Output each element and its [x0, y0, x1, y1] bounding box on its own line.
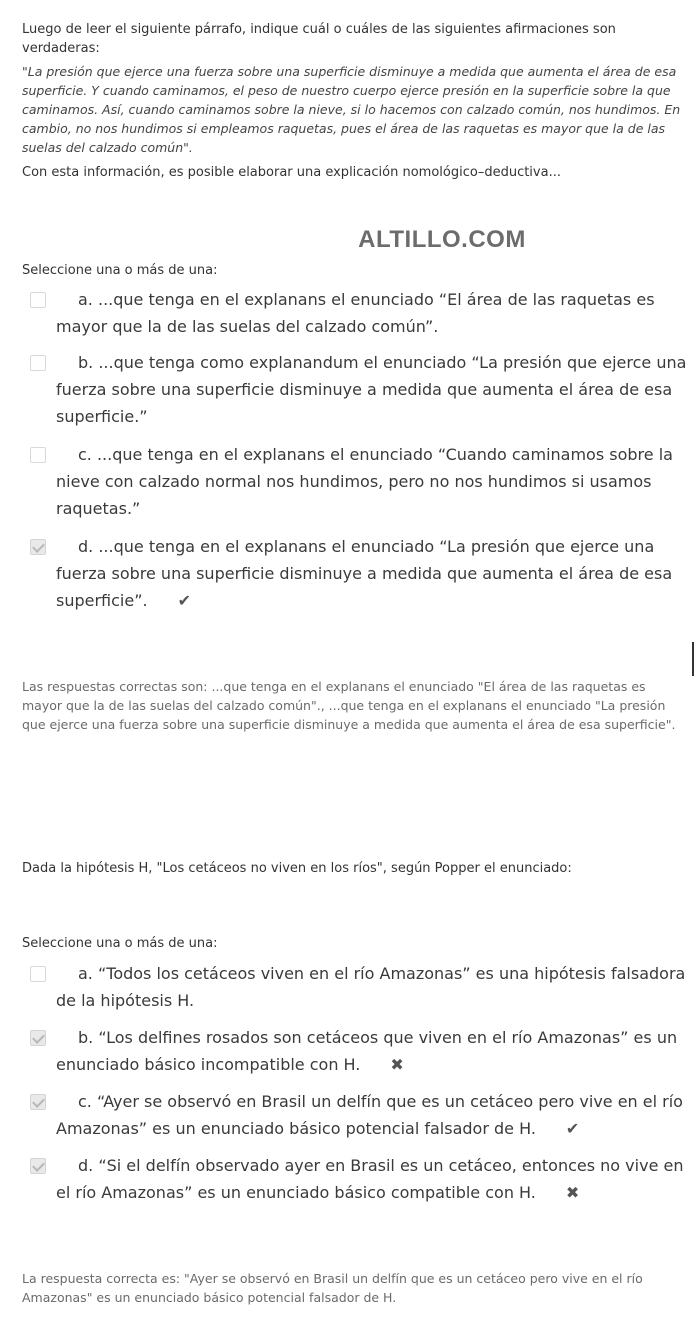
q1-option-d-text: d. ...que tenga en el explanans el enunciado “La presión que ejerce una fuerza sobre una superficie disminuye a medida que aumenta el área de esa superficie”. — [56, 537, 673, 610]
q2-option-b[interactable] — [30, 1024, 688, 1078]
q2-option-a-checkbox[interactable] — [30, 966, 46, 982]
q1-option-d-checkbox[interactable] — [30, 539, 46, 555]
q2-option-c[interactable] — [30, 1088, 688, 1142]
question-1-header — [22, 20, 690, 182]
q1-option-a-checkbox[interactable] — [30, 292, 46, 308]
q1-option-c[interactable] — [30, 441, 688, 522]
question-1-feedback: Las respuestas correctas son: ...que tenga en el explanans el enunciado "El área de las raquetas es mayor que la de las suelas del calzado común"., ...que tenga en el explanans el enunciado "La presión que ejerce una fuerza sobre una superficie disminuye a medida que aumenta el área de esa superficie". — [22, 679, 676, 732]
q2-option-c-checkbox[interactable] — [30, 1094, 46, 1110]
question-1-intro: Luego de leer el siguiente párrafo, indique cuál o cuáles de las siguientes afirmaciones son verdaderas: — [22, 22, 616, 56]
q1-option-b[interactable] — [30, 349, 688, 430]
q1-option-a-text: a. ...que tenga en el explanans el enunciado “El área de las raquetas es mayor que la de las suelas del calzado común”. — [56, 290, 655, 336]
correct-check-icon: ✔ — [177, 591, 191, 610]
q1-option-b-checkbox[interactable] — [30, 355, 46, 371]
incorrect-cross-icon: ✖ — [565, 1183, 580, 1202]
q2-option-d-text: d. “Si el delfín observado ayer en Brasil es un cetáceo, entonces no vive en el río Amazonas” es un enunciado básico compatible con H. — [56, 1156, 684, 1202]
incorrect-cross-icon: ✖ — [390, 1055, 404, 1074]
question-1-statement: Con esta información, es posible elaborar una explicación nomológico–deductiva... — [22, 165, 561, 180]
q1-option-d[interactable] — [30, 533, 688, 614]
question-2-feedback: La respuesta correcta es: "Ayer se observó en Brasil un delfín que es un cetáceo pero vive en el río Amazonas" es un enunciado básico potencial falsador de H. — [22, 1271, 643, 1305]
text-cursor — [692, 642, 694, 676]
q2-option-d[interactable] — [30, 1152, 688, 1206]
q1-option-c-checkbox[interactable] — [30, 447, 46, 463]
question-1-quote: "La presión que ejerce una fuerza sobre una superficie disminuye a medida que aumenta el área de esa superficie. Y cuando caminamos, el peso de nuestro cuerpo ejerce presión en la superficie sobre la que caminamos. Así, cuando caminamos sobre la nieve, si lo hacemos con calzado común, nos hundimos. En cambio, no nos hundimos si empleamos raquetas, pues el área de las raquetas es mayor que la de las suelas del calzado común". — [22, 64, 681, 155]
q1-option-a[interactable] — [30, 286, 688, 340]
watermark: ALTILLO.COM — [358, 226, 526, 253]
question-1-prompt: Seleccione una o más de una: — [22, 263, 218, 278]
q2-option-b-checkbox[interactable] — [30, 1030, 46, 1046]
q2-option-d-checkbox[interactable] — [30, 1158, 46, 1174]
q2-option-a-text: a. “Todos los cetáceos viven en el río Amazonas” es una hipótesis falsadora de la hipótesis H. — [56, 964, 686, 1010]
q2-option-c-text: c. “Ayer se observó en Brasil un delfín que es un cetáceo pero vive en el río Amazonas” es un enunciado básico potencial falsador de H. — [56, 1092, 683, 1138]
q1-option-c-text: c. ...que tenga en el explanans el enunciado “Cuando caminamos sobre la nieve con calzado normal nos hundimos, pero no nos hundimos si usamos raquetas.” — [56, 445, 673, 518]
q2-option-a[interactable] — [30, 960, 688, 1014]
correct-check-icon: ✔ — [565, 1119, 580, 1138]
question-2-text: Dada la hipótesis H, "Los cetáceos no viven en los ríos", según Popper el enunciado: — [22, 861, 572, 876]
q2-option-b-text: b. “Los delfines rosados son cetáceos que viven en el río Amazonas” es un enunciado básico incompatible con H. — [56, 1028, 678, 1074]
q1-option-b-text: b. ...que tenga como explanandum el enunciado “La presión que ejerce una fuerza sobre una superficie disminuye a medida que aumenta el área de esa superficie.” — [56, 353, 687, 426]
question-2-prompt: Seleccione una o más de una: — [22, 936, 218, 951]
